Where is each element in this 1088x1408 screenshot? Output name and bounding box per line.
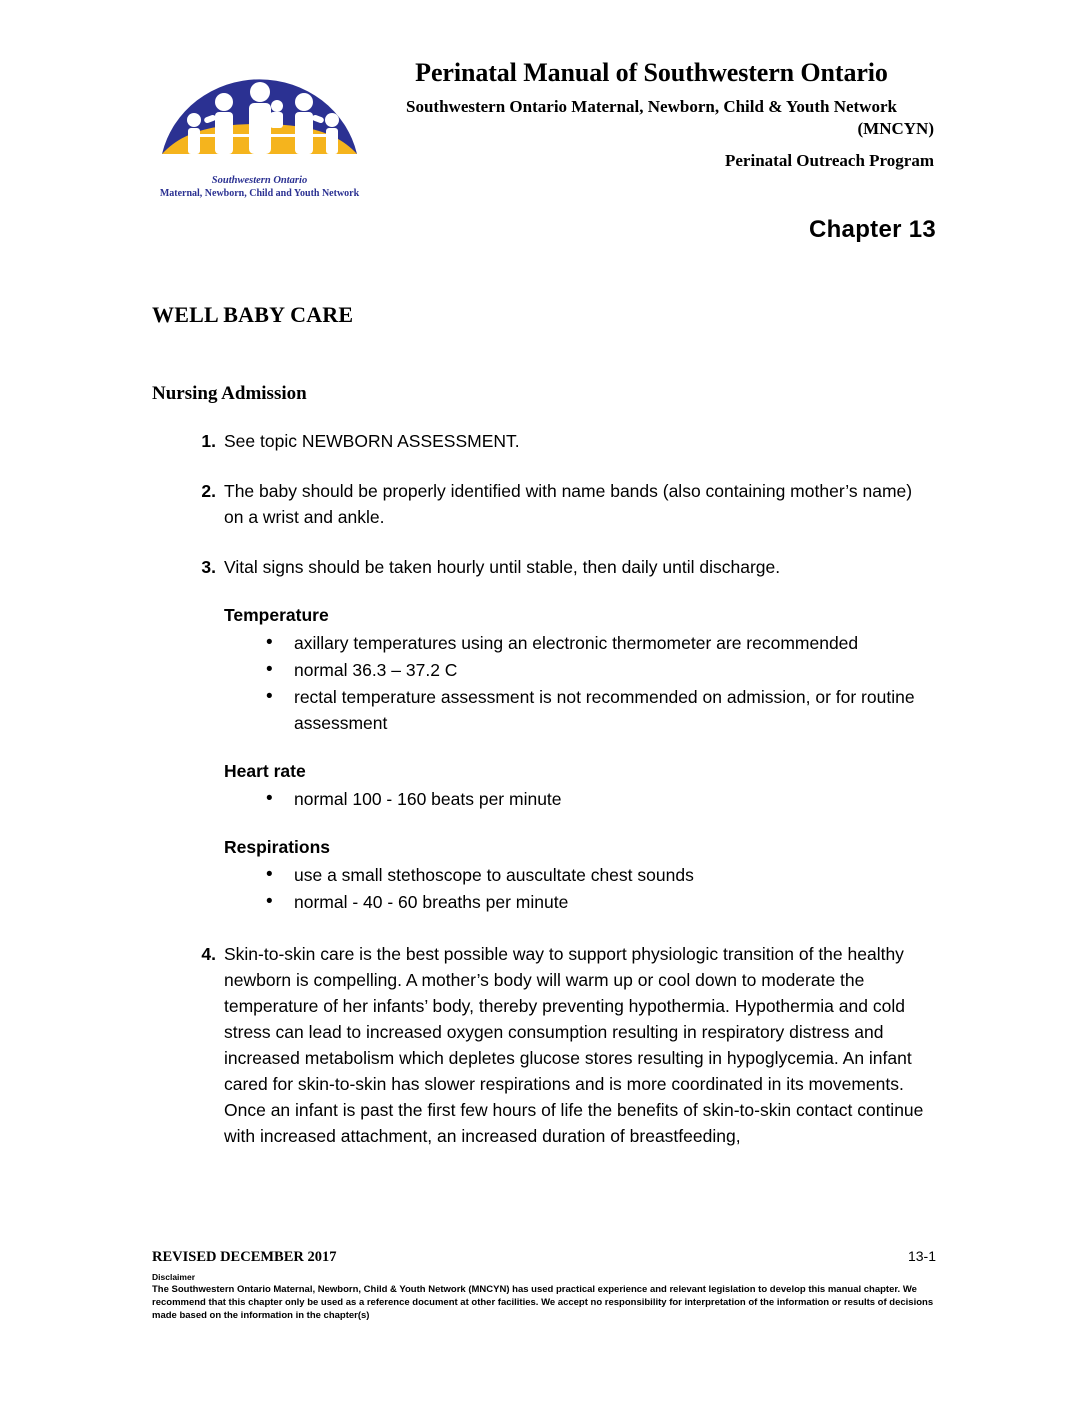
bullet-icon: • bbox=[266, 686, 273, 707]
list-item bbox=[224, 889, 936, 915]
disclaimer-label: Disclaimer bbox=[152, 1272, 195, 1282]
list-item bbox=[224, 862, 936, 888]
list-item bbox=[152, 941, 936, 1149]
program-name: Perinatal Outreach Program bbox=[725, 151, 934, 170]
page-number: 13-1 bbox=[907, 1248, 936, 1264]
bullet-text: normal - 40 - 60 breaths per minute bbox=[294, 892, 569, 912]
network-name-line2: (MNCYN) bbox=[857, 119, 934, 138]
page-title: WELL BABY CARE bbox=[152, 302, 354, 327]
bullet-text: use a small stethoscope to auscultate chest sounds bbox=[294, 865, 694, 885]
list-item-text: Skin-to-skin care is the best possible way to support physiologic transition of the healthy newborn is compelling. A mother’s body will warm up or cool down to moderate the temperature of her infants’ body, thereby preventing hypothermia. Hypothermia and cold stress can lead to increased oxygen consumption resulting in respiratory distress and increased metabolism which depletes glucose stores resulting in hypoglycemia. An infant cared for skin-to-skin has slower respirations and is more coordinated in its movements. Once an infant is past the first few hours of life the benefits of skin-to-skin contact continue with increased attachment, an increased duration of breastfeeding, bbox=[224, 944, 924, 1146]
bullet-icon: • bbox=[266, 864, 273, 885]
list-item-number: 1. bbox=[201, 431, 216, 451]
mncyn-logo bbox=[152, 46, 367, 199]
bullet-icon: • bbox=[266, 891, 273, 912]
logo-caption-line2: Maternal, Newborn, Child and Youth Network bbox=[159, 188, 360, 199]
subgroup-heading: Heart rate bbox=[224, 761, 306, 781]
list-item bbox=[224, 630, 936, 656]
vitals-heart-rate-group bbox=[224, 758, 936, 812]
numbered-list bbox=[152, 428, 936, 1149]
bullet-list bbox=[224, 630, 936, 736]
section-heading: Nursing Admission bbox=[152, 383, 307, 404]
document-header bbox=[152, 46, 936, 199]
list-item-text: See topic NEWBORN ASSESSMENT. bbox=[224, 431, 520, 451]
bullet-list bbox=[224, 862, 936, 915]
bullet-list bbox=[224, 786, 936, 812]
bullet-text: normal 100 - 160 beats per minute bbox=[294, 789, 562, 809]
revision-date: REVISED DECEMBER 2017 bbox=[152, 1249, 337, 1265]
list-item bbox=[224, 657, 936, 683]
list-item-number: 2. bbox=[201, 481, 216, 501]
bullet-icon: • bbox=[266, 659, 273, 680]
manual-title: Perinatal Manual of Southwestern Ontario bbox=[415, 58, 888, 87]
list-item-number: 4. bbox=[201, 944, 216, 964]
list-item bbox=[224, 684, 936, 736]
vitals-respirations-group bbox=[224, 834, 936, 915]
bullet-text: rectal temperature assessment is not recommended on admission, or for routine assessment bbox=[294, 687, 915, 733]
vitals-temperature-group bbox=[224, 602, 936, 736]
bullet-icon: • bbox=[266, 632, 273, 653]
list-item bbox=[152, 554, 936, 915]
list-item-text: Vital signs should be taken hourly until stable, then daily until discharge. bbox=[224, 557, 781, 577]
header-titles bbox=[367, 46, 936, 172]
list-item-number: 3. bbox=[201, 557, 216, 577]
logo-caption-line1: Southwestern Ontario bbox=[211, 175, 308, 186]
list-item bbox=[152, 428, 936, 454]
mncyn-logo-graphic bbox=[152, 46, 367, 186]
network-name-line1: Southwestern Ontario Maternal, Newborn, Child & Youth Network bbox=[406, 97, 897, 116]
document-footer bbox=[152, 1248, 936, 1322]
disclaimer-text: The Southwestern Ontario Maternal, Newborn, Child & Youth Network (MNCYN) has used practical experience and relevant legislation to develop this manual chapter. We recommend that this chapter only be used as a reference document at other facilities. We accept no responsibility for interpretation of the information or results of decisions made based on the information in the chapter(s) bbox=[152, 1284, 934, 1321]
subgroup-heading: Temperature bbox=[224, 605, 329, 625]
bullet-icon: • bbox=[266, 788, 273, 809]
bullet-text: axillary temperatures using an electronic thermometer are recommended bbox=[294, 633, 859, 653]
network-name bbox=[367, 96, 936, 140]
chapter-label: Chapter 13 bbox=[808, 216, 936, 243]
list-item bbox=[224, 786, 936, 812]
subgroup-heading: Respirations bbox=[224, 837, 330, 857]
document-body bbox=[152, 428, 936, 1173]
list-item-text: The baby should be properly identified with name bands (also containing mother’s name) on a wrist and ankle. bbox=[224, 481, 913, 527]
bullet-text: normal 36.3 – 37.2 C bbox=[294, 660, 458, 680]
footer-row bbox=[152, 1248, 936, 1266]
list-item bbox=[152, 478, 936, 530]
